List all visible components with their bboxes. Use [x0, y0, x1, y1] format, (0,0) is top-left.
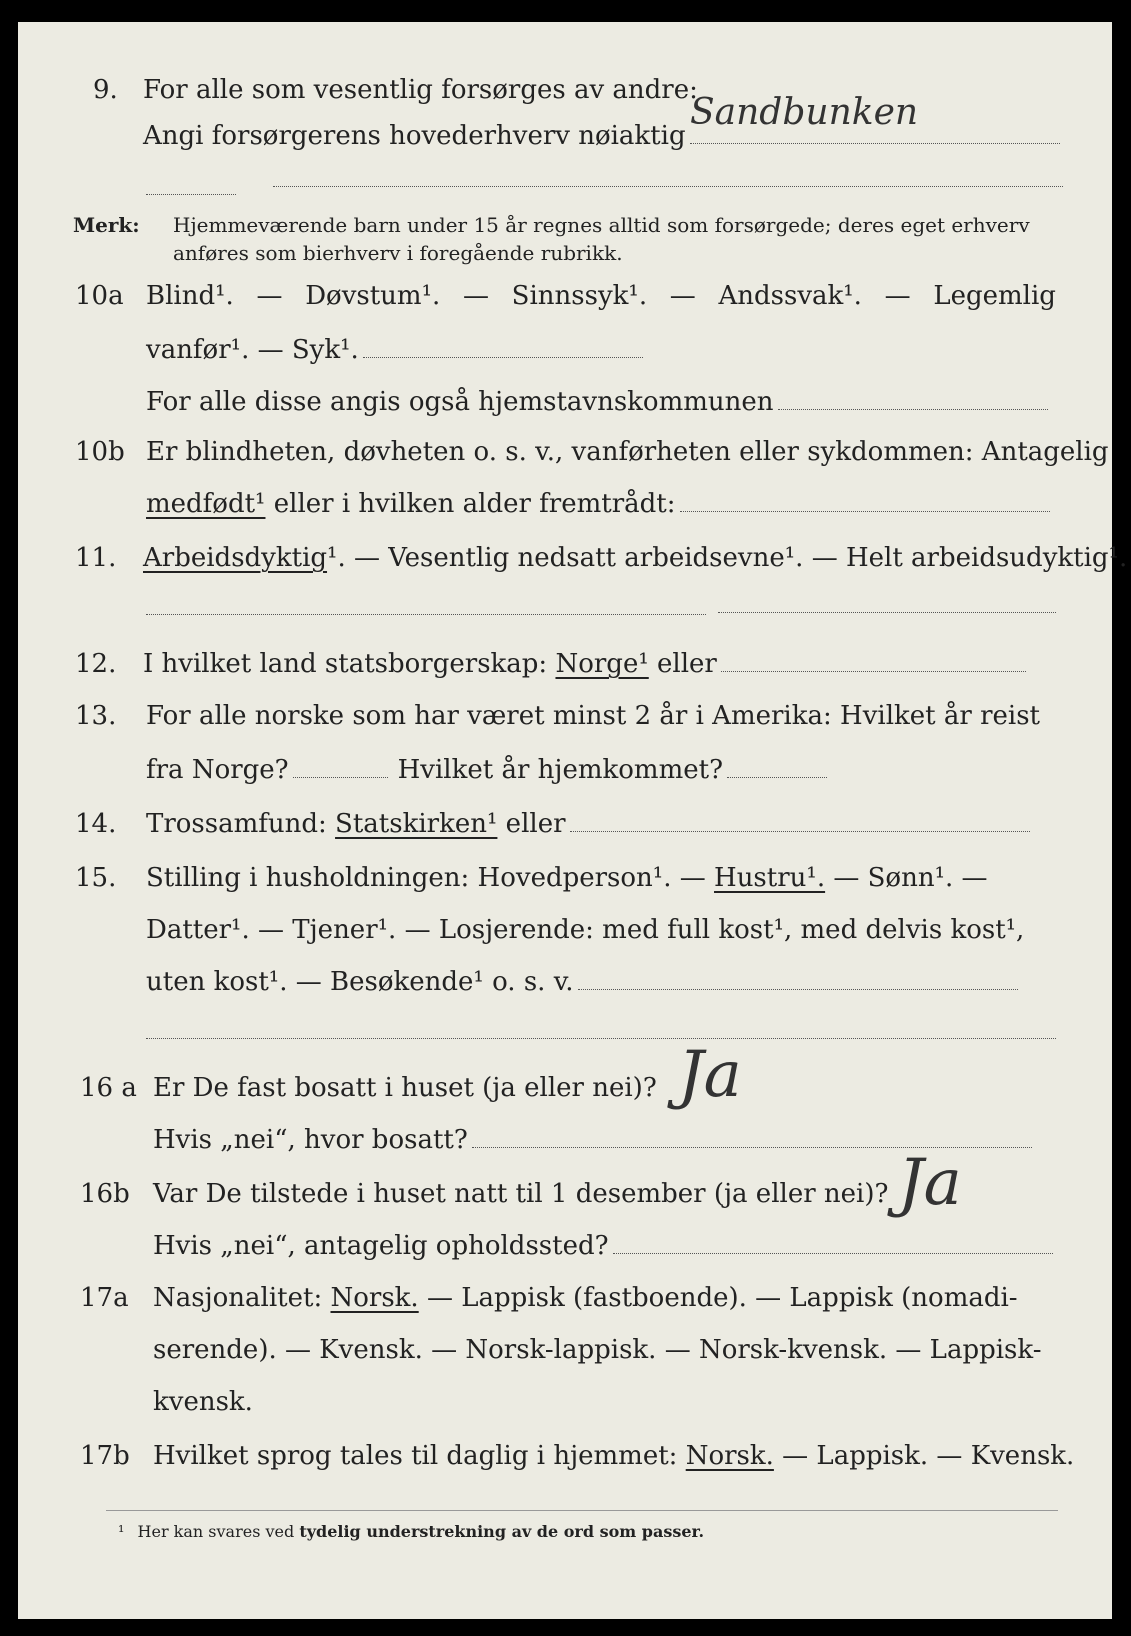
q17a-line2: serende). — Kvensk. — Norsk-lappisk. — Norsk-kvensk. — Lappisk-	[153, 1335, 1042, 1365]
q9-line1: For alle som vesentlig forsørges av andre:	[143, 75, 698, 105]
q9-handwritten-answer: Sandbunken	[690, 92, 919, 133]
q13-line2b: Hvilket år hjemkommet?	[397, 755, 724, 785]
q10b-underlined-option: medfødt¹	[146, 489, 266, 519]
q9-answer-dotline	[690, 142, 1060, 144]
dash-2: —	[462, 281, 489, 311]
q14-number: 14.	[75, 809, 117, 839]
census-form-page	[18, 22, 1128, 1619]
q9-extra-dotline-right	[273, 186, 1063, 187]
q10a-line2-text: vanfør¹. — Syk¹.	[146, 335, 359, 365]
q10a-line3-text: For alle disse angis også hjemstavnskommunen	[146, 387, 774, 417]
q10b-dotline	[680, 510, 1050, 512]
q12-pre: I hvilket land statsborgerskap:	[143, 649, 556, 679]
q17b-post: — Lappisk. — Kvensk.	[773, 1441, 1075, 1471]
q13-number: 13.	[75, 701, 117, 731]
q14-line	[146, 808, 1030, 840]
q14-pre: Trossamfund:	[146, 809, 336, 839]
q9-line2-text: Angi forsørgerens hovederhverv nøiaktig	[143, 121, 686, 151]
q10b-line2	[146, 488, 1050, 520]
q17a-underlined-option: Norsk.	[330, 1283, 419, 1313]
q12-number: 12.	[75, 649, 117, 679]
q16a-handwritten-answer: Ja	[678, 1038, 742, 1112]
option-sinnssyk: Sinnssyk¹.	[511, 281, 648, 311]
q16b-handwritten-answer: Ja	[898, 1146, 962, 1220]
footnote-bold-text: tydelig understrekning av de ord som passer.	[299, 1522, 705, 1541]
dash-4: —	[884, 281, 911, 311]
q9-extra-dotline-left	[146, 194, 236, 195]
footnote-text: Her kan svares ved	[137, 1522, 300, 1541]
q15-underlined-option: Hustru¹.	[714, 863, 826, 893]
option-legemlig: Legemlig	[933, 281, 1056, 311]
q15-line3-text: uten kost¹. — Besøkende¹ o. s. v.	[146, 967, 574, 997]
q13-line1: For alle norske som har været minst 2 år i Amerika: Hvilket år reist	[146, 701, 1040, 731]
q10a-line3-dotline	[778, 408, 1048, 410]
q16b-number: 16b	[80, 1179, 130, 1209]
footnote-divider	[106, 1510, 1058, 1511]
q17a-line3: kvensk.	[153, 1387, 253, 1417]
option-andssvak: Andssvak¹.	[718, 281, 862, 311]
q17b-pre: Hvilket sprog tales til daglig i hjemmet:	[153, 1441, 686, 1471]
q12-line	[143, 648, 1026, 680]
q14-dotline	[570, 830, 1030, 832]
dash-1: —	[256, 281, 283, 311]
q16b-line2	[153, 1230, 1053, 1262]
q13-dotline-2	[727, 776, 827, 778]
q12-dotline	[721, 670, 1026, 672]
q16a-line2-text: Hvis „nei“, hvor bosatt?	[153, 1125, 468, 1155]
q10b-line2-text: eller i hvilken alder fremtrådt:	[265, 489, 676, 519]
q13-line2a: fra Norge?	[146, 755, 289, 785]
footnote	[118, 1522, 704, 1542]
merk-line2: anføres som bierhverv i foregående rubrikk.	[173, 241, 623, 265]
option-dovstum: Døvstum¹.	[305, 281, 441, 311]
q10a-line2-dotline	[363, 356, 643, 358]
q17a-number: 17a	[80, 1283, 129, 1313]
merk-line1: Hjemmeværende barn under 15 år regnes alltid som forsørgede; deres eget erhverv	[173, 213, 1030, 237]
q17b-number: 17b	[80, 1441, 130, 1471]
q15-line1b: — Sønn¹. —	[825, 863, 988, 893]
q16b-line1: Var De tilstede i huset natt til 1 desember (ja eller nei)?	[153, 1179, 889, 1209]
q10a-number: 10a	[75, 281, 124, 311]
q17a-line1	[153, 1282, 1018, 1314]
q16a-line1: Er De fast bosatt i huset (ja eller nei)?	[153, 1073, 657, 1103]
q15-line3	[146, 966, 1018, 998]
q10a-line2	[146, 334, 643, 366]
q10b-number: 10b	[75, 437, 125, 467]
q10a-line3	[146, 386, 1048, 418]
q15-line2: Datter¹. — Tjener¹. — Losjerende: med full kost¹, med delvis kost¹,	[146, 915, 1025, 945]
q12-post: eller	[648, 649, 717, 679]
dash-3: —	[669, 281, 696, 311]
option-blind: Blind¹.	[146, 281, 234, 311]
q11-dotline-left	[146, 614, 706, 615]
q14-post: eller	[497, 809, 566, 839]
q17a-line1a: Nasjonalitet:	[153, 1283, 331, 1313]
q13-line2	[146, 754, 827, 786]
q9-number: 9.	[93, 75, 118, 105]
merk-label: Merk:	[73, 213, 140, 237]
q10a-line1	[146, 280, 1056, 312]
q15-number: 15.	[75, 863, 117, 893]
q15-dotline	[578, 988, 1018, 990]
q17b-line	[153, 1440, 1074, 1472]
q9-line2	[143, 120, 1060, 152]
q16b-dotline	[613, 1252, 1053, 1254]
footnote-mark: ¹	[118, 1522, 125, 1541]
q11-number: 11.	[75, 543, 117, 573]
q17a-line1b: — Lappisk (fastboende). — Lappisk (nomadi-	[418, 1283, 1018, 1313]
q13-dotline-1	[293, 776, 388, 778]
q11-line1	[143, 542, 1127, 574]
q15-line1	[146, 862, 988, 894]
q11-underlined-option: Arbeidsdyktig	[143, 543, 328, 573]
q16a-number: 16 a	[80, 1073, 137, 1103]
q12-underlined-option: Norge¹	[555, 649, 649, 679]
q10b-line1: Er blindheten, døvheten o. s. v., vanførheten eller sykdommen: Antagelig	[146, 437, 1109, 467]
q11-rest: ¹. — Vesentlig nedsatt arbeidsevne¹. — Helt arbeidsudyktig¹.	[327, 543, 1128, 573]
q15-line1a: Stilling i husholdningen: Hovedperson¹. —	[146, 863, 715, 893]
q11-dotline-right	[718, 612, 1056, 613]
q14-underlined-option: Statskirken¹	[335, 809, 498, 839]
q15-extra-dotline	[146, 1038, 1056, 1039]
q17b-underlined-option: Norsk.	[685, 1441, 774, 1471]
q16b-line2-text: Hvis „nei“, antagelig opholdssted?	[153, 1231, 609, 1261]
